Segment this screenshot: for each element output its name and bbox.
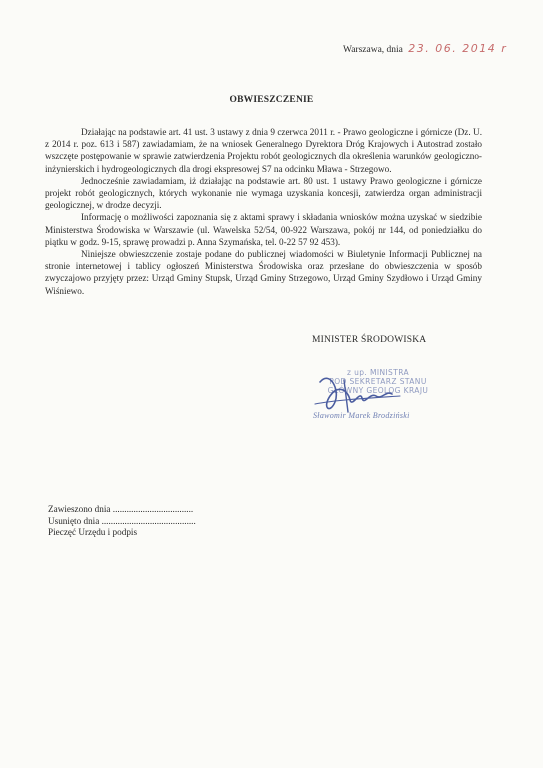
document-body — [45, 126, 482, 297]
stamp-line-1: z up. MINISTRA — [346, 368, 410, 377]
removed-date-line: Usunięto dnia ......................................... — [48, 515, 196, 526]
place-date — [343, 42, 507, 55]
signatory-name: Sławomir Marek Brodziński — [313, 411, 410, 420]
handwritten-date: 23. 06. 2014 r — [408, 42, 508, 55]
stamp-line-2: POD SEKRETARZ STANU — [329, 377, 427, 386]
paragraph-2: Jednocześnie zawiadamiam, iż działając na podstawie art. 80 ust. 1 ustawy Prawo geologiczne i górnicze projekt robót geologicznych, których wykonanie nie wymaga uzyskania koncesji, zatwierdza organ administracji geologicznej, w drodze decyzji. — [45, 175, 482, 211]
office-stamp-line: Pieczęć Urzędu i podpis — [48, 527, 138, 537]
paragraph-3: Informację o możliwości zapoznania się z aktami sprawy i składania wniosków można uzyskać w siedzibie Ministerstwa Środowiska w Warszawie (ul. Wawelska 52/54, 00-922 Warszawa, pokój nr 144, od poniedziałku do piątku w godz. 9-15, sprawę prowadzi p. Anna Szymańska, tel. 0-22 57 92 453). — [45, 212, 482, 247]
posted-date-line: Zawieszono dnia ................................... — [48, 504, 194, 514]
posting-record — [48, 504, 196, 539]
place-label: Warszawa, dnia — [343, 45, 403, 55]
stamp-line-3: GŁÓWNY GEOLOG KRAJU — [327, 386, 429, 395]
signatory-office: MINISTER ŚRODOWISKA — [312, 335, 427, 345]
document-title: OBWIESZCZENIE — [229, 95, 314, 105]
paragraph-1: Działając na podstawie art. 41 ust. 3 ustawy z dnia 9 czerwca 2011 r. - Prawo geologiczne i górnicze (Dz. U. z 2014 r. poz. 613 i 587) zawiadamiam, że na wniosek Generalnego Dyrektora Dróg Krajowych i Autostrad zostało wszczęte postępowanie w sprawie zatwierdzenia Projektu robót geologicznych dla określenia warunków geologiczno-inżynierskich i hydrogeologicznych dla drogi ekspresowej S7 na odcinku Mława - Strzegowo. — [45, 127, 482, 174]
paragraph-4: Niniejsze obwieszczenie zostaje podane do publicznej wiadomości w Biuletynie Informacji Publicznej na stronie internetowej i tablicy ogłoszeń Ministerstwa Środowiska oraz przesłane do obwieszczenia w sposób zwyczajowo przyjęty przez: Urząd Gminy Stupsk, Urząd Gminy Strzegowo, Urząd Gminy Szydłowo i Urząd Gminy Wiśniewo. — [45, 249, 482, 296]
